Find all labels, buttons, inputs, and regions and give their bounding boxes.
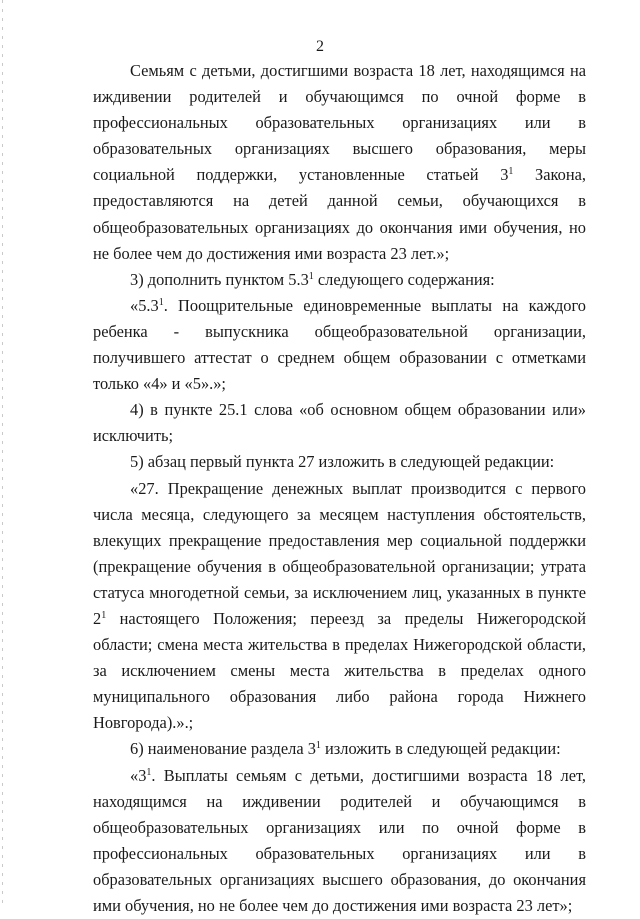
paragraph-1: Семьям с детьми, достигшими возраста 18 лет, находящимся на иждивении родителей и обучающимся по очной форме в профессиональных образовательных организациях или в образовательных организациях высшего образования, меры социальной поддержки, установленные статьей $3^1$ Закона, предоставляются на детей данной семьи, обучающихся в общеобразовательных организациях до окончания ими обучения, но не более чем до достижения ими возраста 23 лет.»; — [93, 61, 586, 263]
paragraph-item-6: 6) наименование раздела $3^1$ изложить в следующей редакции: — [130, 739, 561, 759]
paragraph-5-3-1: «$5.3^1$. Поощрительные единовременные выплаты на каждого ребенка - выпускника общеобразовательной организации, получившего аттестат о среднем общем образовании с отметками только «4» и «5».»; — [93, 295, 586, 394]
paragraph-item-4: 4) в пункте 25.1 слова «об основном общем образовании или» исключить; — [93, 400, 586, 446]
paragraph-27: «27. Прекращение денежных выплат производится с первого числа месяца, следующего за месяцем наступления обстоятельств, влекущих прекращение предоставления мер социальной поддержки (прекращение обучения в общеобразовательной организации; утрата статуса многодетной семьи, за исключением лиц, указанных в пункте $2^1$ настоящего Положения; переезд за пределы Нижегородской области; смена места жительства в пределах Нижегородской области, за исключением смены места жительства в пределах одного муниципального образования либо района города Нижнего Новгорода).».; — [93, 478, 586, 733]
paragraph-item-3: 3) дополнить пунктом $5.3^1$ следующего содержания: — [130, 269, 495, 289]
page-number: 2 — [316, 38, 324, 55]
paragraph-item-5: 5) абзац первый пункта 27 изложить в следующей редакции: — [130, 452, 555, 472]
paragraph-section-3-1: «$3^1$. Выплаты семьям с детьми, достигшими возраста 18 лет, находящимся на иждивении родителей и обучающимся в общеобразовательных организациях или по очной форме в профессиональных образовательных организациях или в образовательных организациях высшего образования, до окончания ими обучения, но не более чем до достижения ими возраста 23 лет»; — [93, 765, 586, 915]
scan-edge — [2, 0, 3, 905]
document-body — [93, 58, 586, 919]
